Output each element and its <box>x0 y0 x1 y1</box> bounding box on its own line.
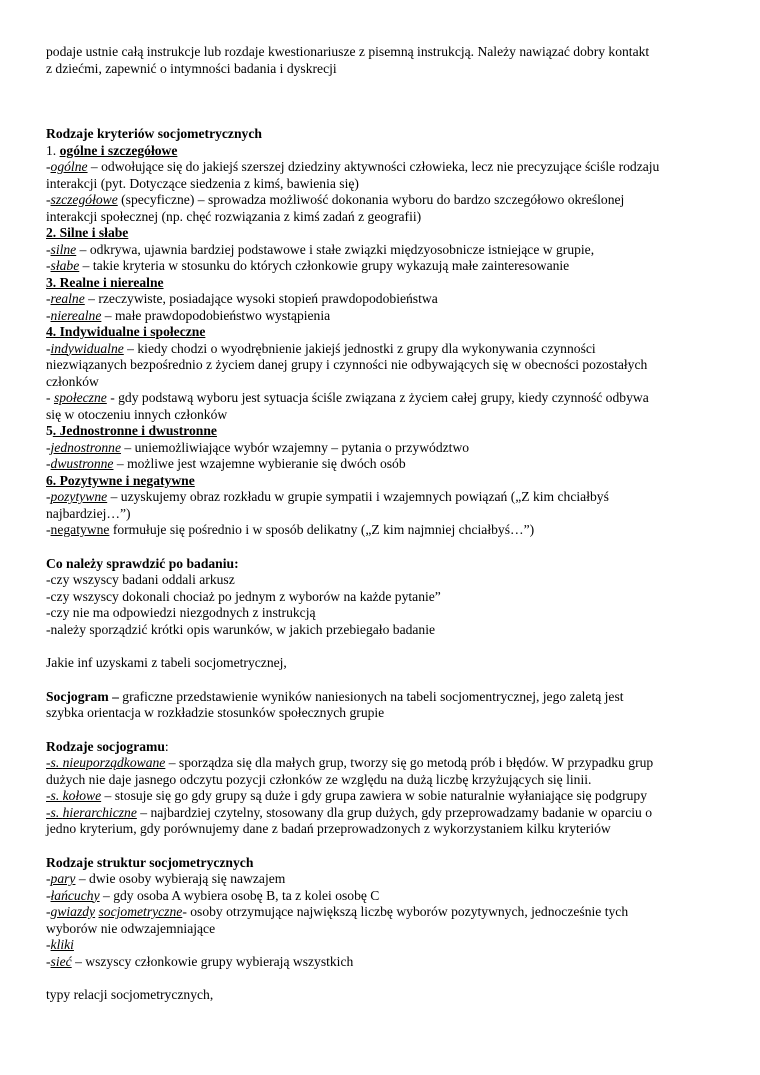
structure-item: -sieć – wszyscy członkowie grupy wybierają wszystkich <box>46 953 354 969</box>
sociogram-type-c: -s. hierarchiczne – najbardziej czytelny, stosowany dla grup dużych, gdy przeprowadzamy badanie w oparciu o <box>46 804 652 820</box>
criteria-5-b: -dwustronne – możliwe jest wzajemne wybieranie się dwóch osób <box>46 456 406 471</box>
criteria-5-title: 5. Jednostronne i dwustronne <box>46 423 217 438</box>
table-info-line: Jakie inf uzyskami z tabeli socjometrycznej, <box>46 655 287 670</box>
structures-heading: Rodzaje struktur socjometrycznych <box>46 854 254 870</box>
criteria-6-a: -pozytywne – uzyskujemy obraz rozkładu w grupie sympatii i wzajemnych powiązań („Z kim chciałbyś <box>46 489 609 504</box>
sociogram-definition: Socjogram – graficzne przedstawienie wyników naniesionych na tabeli socjomentrycznej, jego zaletą jest <box>46 688 624 704</box>
sociogram-type-a: -s. nieuporządkowane – sporządza się dla małych grup, tworzy się go metodą prób i błędów. W przypadku grup <box>46 755 654 770</box>
criteria-6-title: 6. Pozytywne i negatywne <box>46 472 195 488</box>
criteria-2-a: -silne – odkrywa, ujawnia bardziej podstawowe i stałe związki międzyosobnicze istniejące w grupie, <box>46 241 595 257</box>
criteria-6-b: -negatywne formułuje się pośrednio i w sposób delikatny („Z kim najmniej chciałbyś…”) <box>46 522 535 537</box>
criteria-1-b: -szczegółowe (specyficzne) – sprowadza możliwość dokonania wyboru do bardzo szczegółowo określonej <box>46 192 625 207</box>
criteria-1-b-cont: interakcji społecznej (np. chęć rozwiązania z kimś zadań z geografii) <box>46 208 422 224</box>
relations-line: typy relacji socjometrycznych, <box>46 987 214 1002</box>
check-item: -czy wszyscy badani oddali arkusz <box>46 572 235 587</box>
structure-item: -kliki <box>46 937 74 952</box>
document-page <box>46 44 726 1004</box>
sociogram-type-c-cont: jedno kryterium, gdy porównujemy dane z badań przeprowadzonych z wykorzystaniem kilku kryteriów <box>46 821 611 836</box>
sociogram-type-b: -s. kołowe – stosuje się go gdy grupy są duże i gdy grupa zawiera w sobie naturalnie wyłaniające się podgrupy <box>46 788 648 803</box>
structure-item-cont: wyborów nie odwzajemniające <box>46 920 216 936</box>
criteria-3-b: -nierealne – małe prawdopodobieństwo wystąpienia <box>46 307 331 323</box>
structure-item: -gwiazdy socjometryczne- osoby otrzymujące największą liczbę wyborów pozytywnych, jednocześnie tych <box>46 904 629 919</box>
criteria-heading: Rodzaje kryteriów socjometrycznych <box>46 126 262 141</box>
criteria-3-title: 3. Realne i nierealne <box>46 274 164 290</box>
criteria-1-a-cont: interakcji (pyt. Dotyczące siedzenia z kimś, bawienia się) <box>46 175 359 191</box>
criteria-4-a: -indywidualne – kiedy chodzi o wyodrębnienie jakiejś jednostki z grupy dla wykonywania czynności <box>46 340 596 356</box>
criteria-3-a: -realne – rzeczywiste, posiadające wysoki stopień prawdopodobieństwa <box>46 291 438 306</box>
criteria-4-a-cont-2: członków <box>46 373 99 389</box>
intro-line-2: z dziećmi, zapewnić o intymności badania i dyskrecji <box>46 60 337 76</box>
check-heading: Co należy sprawdzić po badaniu: <box>46 555 239 571</box>
criteria-4-title: 4. Indywidualne i społeczne <box>46 324 206 339</box>
criteria-4-a-cont: niezwiązanych bezpośrednio z życiem danej grupy i czynności nie odbywających się w obecności pozostałych <box>46 357 648 372</box>
criteria-2-b: -słabe – takie kryteria w stosunku do których członkowie grupy wykazują małe zainteresowanie <box>46 258 570 273</box>
criteria-5-a: -jednostronne – uniemożliwiające wybór wzajemny – pytania o przywództwo <box>46 439 470 455</box>
check-item: -czy wszyscy dokonali chociaż po jednym z wyborów na każde pytanie” <box>46 588 441 604</box>
sociogram-definition-cont: szybka orientacja w rozkładzie stosunków społecznych grupie <box>46 705 385 720</box>
criteria-4-b: - społeczne - gdy podstawą wyboru jest sytuacja ściśle związana z życiem całej grupy, kiedy czynność odbywa <box>46 390 649 405</box>
criteria-1-title: 1. ogólne i szczegółowe <box>46 142 178 158</box>
sociogram-types-heading: Rodzaje socjogramu: <box>46 738 169 754</box>
criteria-2-title: 2. Silne i słabe <box>46 225 129 240</box>
sociogram-type-a-cont: dużych nie daje jasnego odczytu pozycji członków ze względu na dużą liczbę krzyżujących się linii. <box>46 771 592 787</box>
criteria-4-b-cont: się w otoczeniu innych członków <box>46 406 228 422</box>
check-item: -należy sporządzić krótki opis warunków, w jakich przebiegało badanie <box>46 621 436 637</box>
structure-item: -łańcuchy – gdy osoba A wybiera osobę B, ta z kolei osobę C <box>46 887 380 903</box>
criteria-1-a: -ogólne – odwołujące się do jakiejś szerszej dziedziny aktywności człowieka, lecz nie precyzujące ściśle rodzaju <box>46 159 660 174</box>
structure-item: -pary – dwie osoby wybierają się nawzajem <box>46 871 286 886</box>
check-item: -czy nie ma odpowiedzi niezgodnych z instrukcją <box>46 605 316 620</box>
criteria-6-a-cont: najbardziej…”) <box>46 505 131 521</box>
intro-line-1: podaje ustnie całą instrukcje lub rozdaje kwestionariusze z pisemną instrukcją. Należy nawiązać dobry kontakt <box>46 44 650 59</box>
